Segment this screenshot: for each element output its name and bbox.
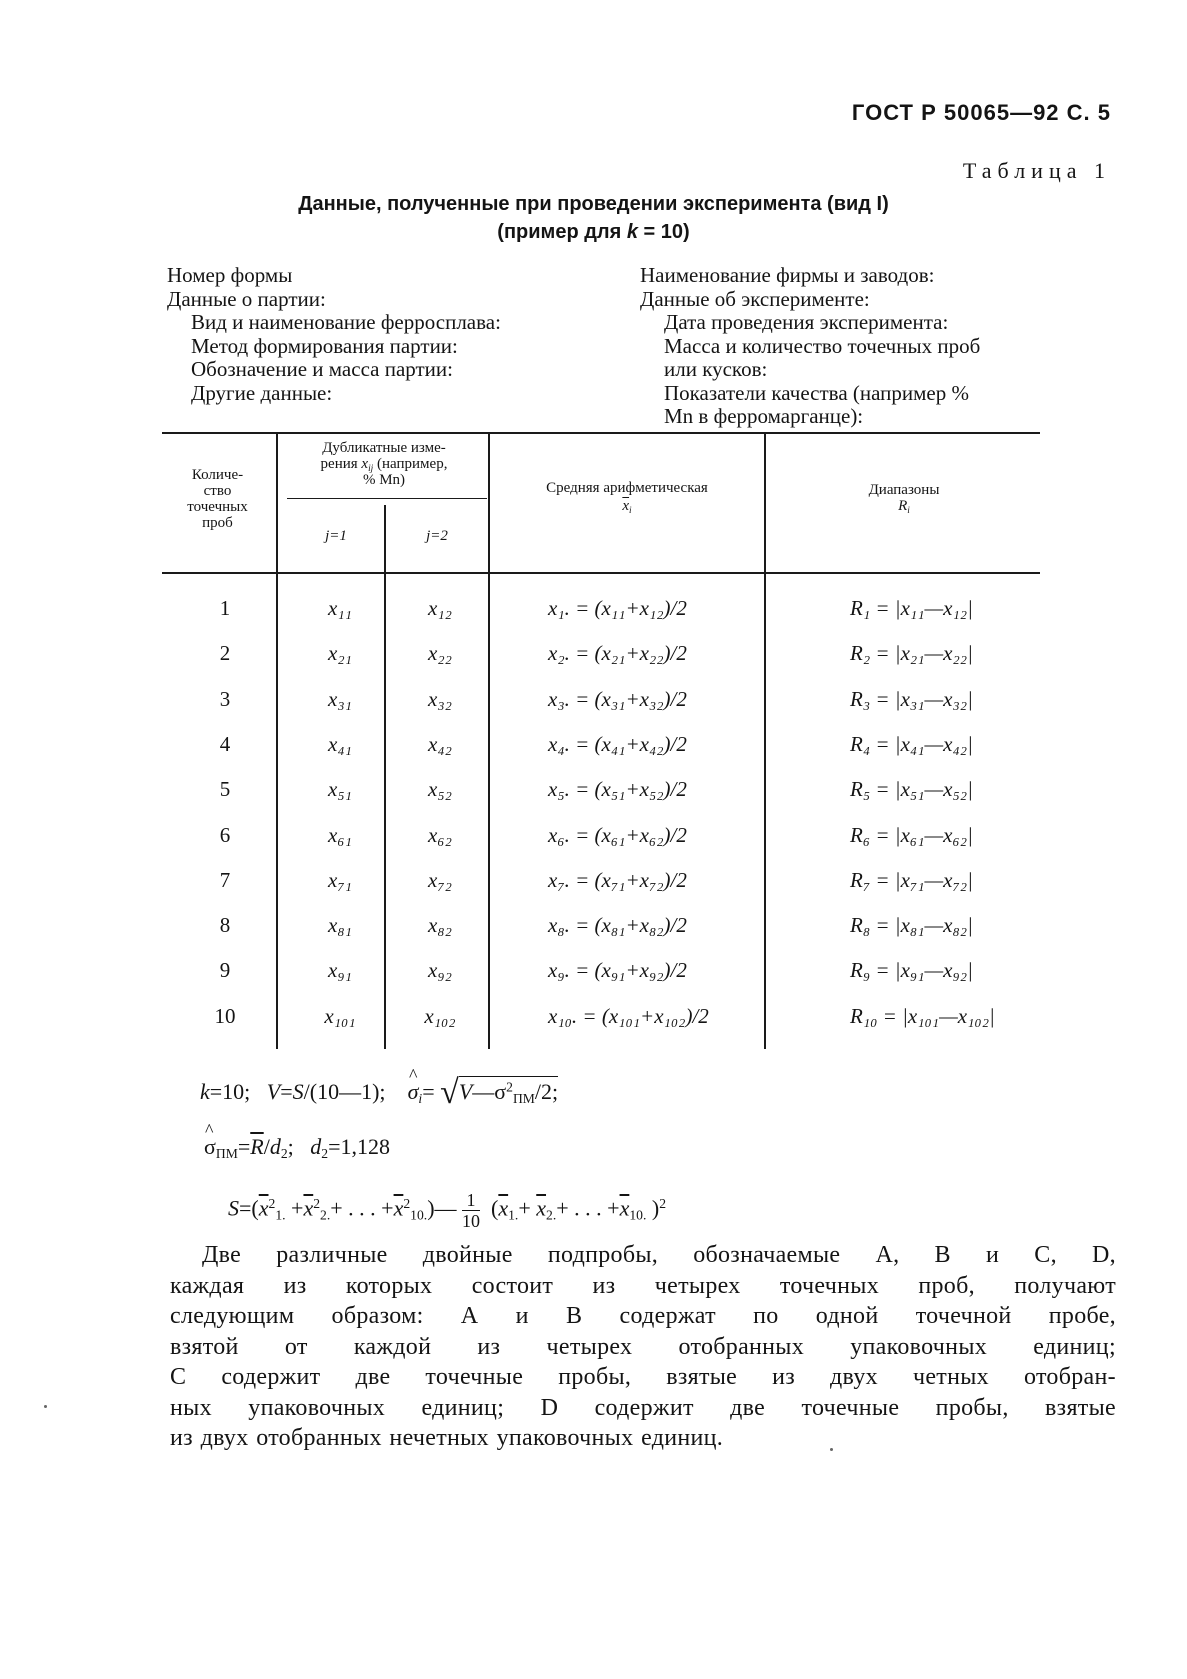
formula-line1: k=10; V=S/(10—1); ^ $\sigma_i=$ $√V—\sigma^2_{ПМ}/2$; bbox=[200, 1074, 558, 1112]
row-x-j1: x₅₁ bbox=[328, 777, 352, 801]
row-count: 9 bbox=[219, 958, 231, 982]
header-mean: Средняя арифметическая bbox=[546, 480, 708, 496]
row-count: 1 bbox=[219, 596, 231, 620]
row-x-j1: x₇₁ bbox=[328, 868, 352, 892]
row-x-j1: x₈₁ bbox=[328, 913, 352, 937]
header-count: Количе- ство точечных проб bbox=[187, 467, 248, 531]
row-range: R₇ = |x₇₁—x₇₂| bbox=[850, 868, 973, 892]
row-range: R₂ = |x₂₁—x₂₂| bbox=[850, 641, 973, 665]
row-mean: x₇. = (x₇₁+x₇₂)/2 bbox=[548, 868, 687, 892]
header-duplicate: Дубликатные изме- рения $x_{ij}$ (например, % Mn) bbox=[320, 440, 448, 488]
row-range: R₉ = |x₉₁—x₉₂| bbox=[850, 958, 973, 982]
info-right-item: Показатели качества (например % bbox=[664, 380, 969, 405]
scan-speck bbox=[44, 1405, 47, 1408]
paragraph-line: Две различные двойные подпробы, обозначаемые A, B и C, D, bbox=[202, 1242, 1116, 1268]
paragraph-line: из двух отобранных нечетных упаковочных единиц. bbox=[170, 1425, 724, 1451]
table-header-rule bbox=[162, 572, 1040, 574]
row-range: R₃ = |x₃₁—x₃₂| bbox=[850, 687, 973, 711]
row-mean: x₆. = (x₆₁+x₆₂)/2 bbox=[548, 823, 687, 847]
row-count: 7 bbox=[219, 868, 231, 892]
row-mean: x₅. = (x₅₁+x₅₂)/2 bbox=[548, 777, 687, 801]
header-j1: j=1 bbox=[325, 528, 347, 544]
row-x-j2: x₁₂ bbox=[428, 596, 452, 620]
info-right-item: Данные об эксперименте: bbox=[640, 286, 870, 311]
paragraph-line: следующим образом: A и B содержат по одной точечной пробе, bbox=[170, 1303, 1116, 1329]
formula-line3: $S=(\overline{x}^2_{1.} +\overline{x}^2_{2.}+$ . . . $+\overline{x}^2_{10.})—$ $\frac{1}{10}$ ($\overline{x}_{1.}+ \overline{x}_{2.}+$ . . . $+\overline{x}_{10.}$ )$^2$ bbox=[228, 1190, 666, 1231]
row-range: R₁₀ = |x₁₀₁—x₁₀₂| bbox=[850, 1004, 995, 1028]
info-left bbox=[167, 264, 501, 405]
row-count: 6 bbox=[219, 823, 231, 847]
info-left-item: Данные о партии: bbox=[167, 286, 326, 311]
header-j2: j=2 bbox=[426, 528, 448, 544]
row-range: R₄ = |x₄₁—x₄₂| bbox=[850, 732, 973, 756]
info-right-item: Наименование фирмы и заводов: bbox=[640, 263, 935, 287]
info-left-item: Вид и наименование ферросплава: bbox=[191, 310, 501, 334]
info-left-item: Метод формирования партии: bbox=[191, 333, 458, 358]
header-ranges: Диапазоны bbox=[868, 482, 940, 498]
row-count: 10 bbox=[214, 1004, 236, 1028]
info-right-item: Масса и количество точечных проб bbox=[664, 333, 981, 358]
row-x-j1: x₂₁ bbox=[328, 641, 352, 665]
row-x-j1: x₄₁ bbox=[328, 732, 352, 756]
row-mean: x₁₀. = (x₁₀₁+x₁₀₂)/2 bbox=[548, 1004, 709, 1028]
info-right-item: или кусков: bbox=[664, 357, 768, 381]
table-top-rule bbox=[162, 432, 1040, 434]
info-left-item: Обозначение и масса партии: bbox=[191, 357, 453, 381]
row-count: 5 bbox=[219, 777, 231, 801]
row-x-j2: x₅₂ bbox=[428, 777, 452, 801]
header-mean-symbol: $\overline{x}_i$ bbox=[622, 498, 632, 516]
row-x-j1: x₆₁ bbox=[328, 823, 352, 847]
col-divider-1 bbox=[276, 434, 278, 1049]
row-count: 4 bbox=[219, 732, 231, 756]
row-range: R₈ = |x₈₁—x₈₂| bbox=[850, 913, 973, 937]
info-left-item: Другие данные: bbox=[191, 380, 333, 405]
page-header: ГОСТ Р 50065—92 С. 5 bbox=[851, 100, 1111, 125]
row-x-j1: x₉₁ bbox=[328, 958, 352, 982]
row-mean: x₈. = (x₈₁+x₈₂)/2 bbox=[548, 913, 687, 937]
duplicate-subheader-rule bbox=[287, 498, 487, 499]
table-title-line2: (пример для k = 10) bbox=[497, 221, 690, 243]
row-range: R₅ = |x₅₁—x₅₂| bbox=[850, 777, 973, 801]
row-mean: x₄. = (x₄₁+x₄₂)/2 bbox=[548, 732, 687, 756]
row-count: 3 bbox=[219, 687, 231, 711]
body-paragraph bbox=[170, 1240, 1116, 1454]
table-label: Таблица 1 bbox=[962, 158, 1111, 183]
row-x-j1: x₁₁ bbox=[328, 596, 352, 620]
col-divider-4 bbox=[764, 434, 766, 1049]
info-left-item: Номер формы bbox=[167, 263, 293, 287]
row-x-j2: x₁₀₂ bbox=[424, 1004, 456, 1028]
row-x-j2: x₂₂ bbox=[428, 641, 452, 665]
row-x-j2: x₆₂ bbox=[428, 823, 452, 847]
header-ranges-symbol: $R_i$ bbox=[898, 498, 910, 516]
table-title-line1: Данные, полученные при проведении эксперимента (вид I) bbox=[298, 193, 889, 215]
row-x-j2: x₇₂ bbox=[428, 868, 452, 892]
row-mean: x₉. = (x₉₁+x₉₂)/2 bbox=[548, 958, 687, 982]
row-mean: x₂. = (x₂₁+x₂₂)/2 bbox=[548, 641, 687, 665]
col-divider-3 bbox=[488, 434, 490, 1049]
paragraph-line: взятой от каждой из четырех отобранных упаковочных единиц; bbox=[170, 1333, 1116, 1360]
paragraph-line: каждая из которых состоит из четырех точечных проб, получают bbox=[170, 1272, 1116, 1299]
paragraph-line: ных упаковочных единиц; D содержит две точечные пробы, взятые bbox=[170, 1394, 1116, 1421]
info-right-item: Дата проведения эксперимента: bbox=[664, 310, 949, 334]
row-range: R₁ = |x₁₁—x₁₂| bbox=[850, 596, 973, 620]
row-x-j1: x₃₁ bbox=[328, 687, 352, 711]
row-x-j2: x₉₂ bbox=[428, 958, 452, 982]
row-x-j2: x₄₂ bbox=[428, 732, 452, 756]
row-count: 8 bbox=[219, 913, 231, 937]
info-right-item: Mn в ферромарганце): bbox=[664, 404, 864, 428]
row-mean: x₁. = (x₁₁+x₁₂)/2 bbox=[548, 596, 687, 620]
row-x-j2: x₈₂ bbox=[428, 913, 452, 937]
formula-line2: ^ $\sigma_{ПМ}=\overline{R}/d_2$; $d_2=1,128$ bbox=[204, 1134, 390, 1160]
row-x-j1: x₁₀₁ bbox=[324, 1004, 356, 1028]
scan-speck bbox=[830, 1448, 833, 1451]
row-count: 2 bbox=[219, 641, 231, 665]
row-range: R₆ = |x₆₁—x₆₂| bbox=[850, 823, 973, 847]
paragraph-line: C содержит две точечные пробы, взятые из двух четных отобран- bbox=[170, 1364, 1116, 1390]
info-right bbox=[640, 264, 1042, 429]
row-mean: x₃. = (x₃₁+x₃₂)/2 bbox=[548, 687, 687, 711]
row-x-j2: x₃₂ bbox=[428, 687, 452, 711]
col-divider-2 bbox=[384, 505, 386, 1049]
